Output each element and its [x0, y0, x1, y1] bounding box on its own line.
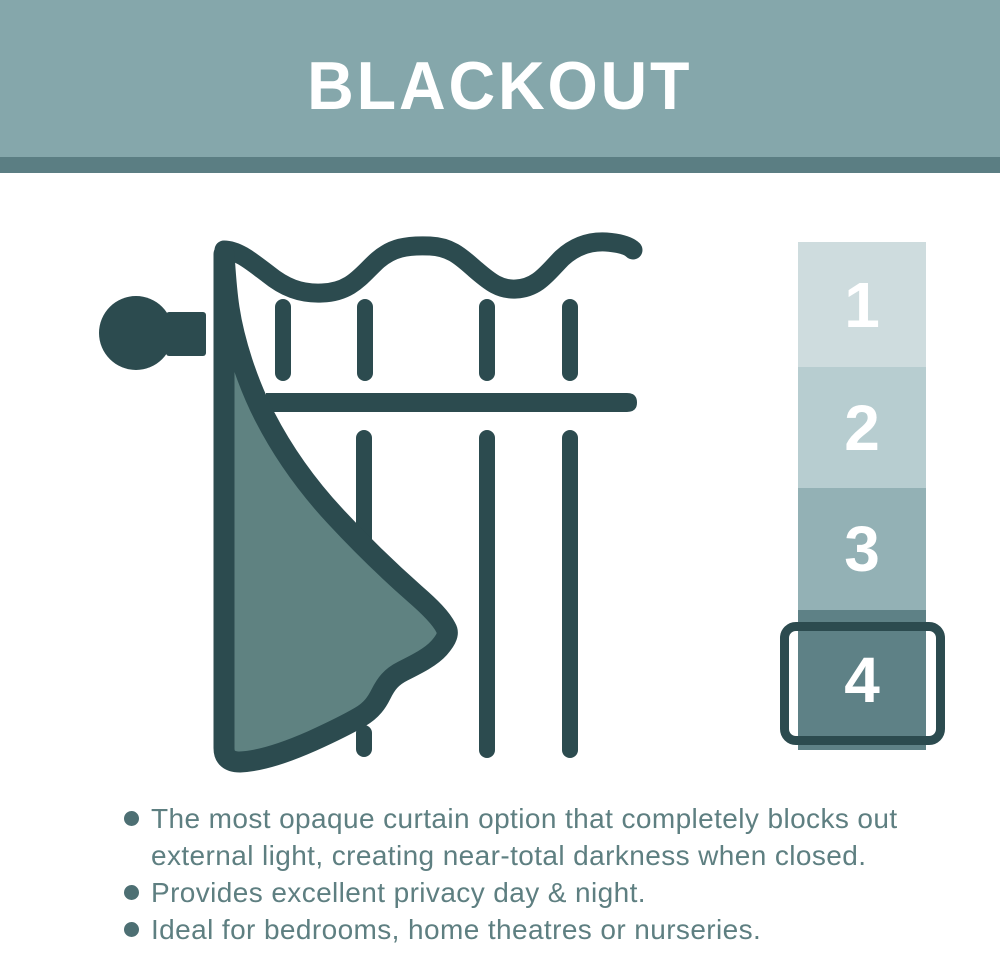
- list-item: [124, 911, 934, 948]
- opacity-level-label: 1: [844, 268, 880, 341]
- feature-list: [124, 800, 934, 948]
- page-title: BLACKOUT: [307, 47, 693, 124]
- list-item: [124, 874, 934, 911]
- bullet-text: [151, 800, 934, 874]
- bullet-line: The most opaque curtain option that completely blocks out: [151, 803, 898, 834]
- curtain-rod-finial-icon: [99, 296, 206, 370]
- bullet-dot: [124, 885, 139, 900]
- opacity-level-label: 3: [844, 513, 880, 585]
- curtain-pleat-dashes: [283, 307, 570, 373]
- bullet-dot: [124, 811, 139, 826]
- bullet-dot: [124, 922, 139, 937]
- bullet-line: external light, creating near-total darkness when closed.: [151, 840, 867, 871]
- opacity-level-label: 4: [844, 644, 880, 716]
- bullet-line: Ideal for bedrooms, home theatres or nurseries.: [151, 914, 762, 945]
- header-banner: [0, 0, 1000, 157]
- bullet-line: Provides excellent privacy day & night.: [151, 877, 646, 908]
- list-item: [124, 800, 934, 874]
- opacity-level-label: 2: [844, 391, 880, 464]
- curtain-rod-bar: [266, 393, 637, 412]
- curtain-panel: [224, 254, 447, 762]
- selected-level-outline: [780, 622, 945, 745]
- opacity-level-3: [798, 488, 926, 610]
- curtain-valance-wave: [224, 242, 633, 293]
- opacity-level-1: [798, 242, 926, 367]
- opacity-level-2: [798, 367, 926, 488]
- bullet-text: [151, 874, 934, 911]
- bullet-text: [151, 911, 934, 948]
- curtain-icon: [60, 225, 660, 775]
- header-accent-strip: [0, 157, 1000, 173]
